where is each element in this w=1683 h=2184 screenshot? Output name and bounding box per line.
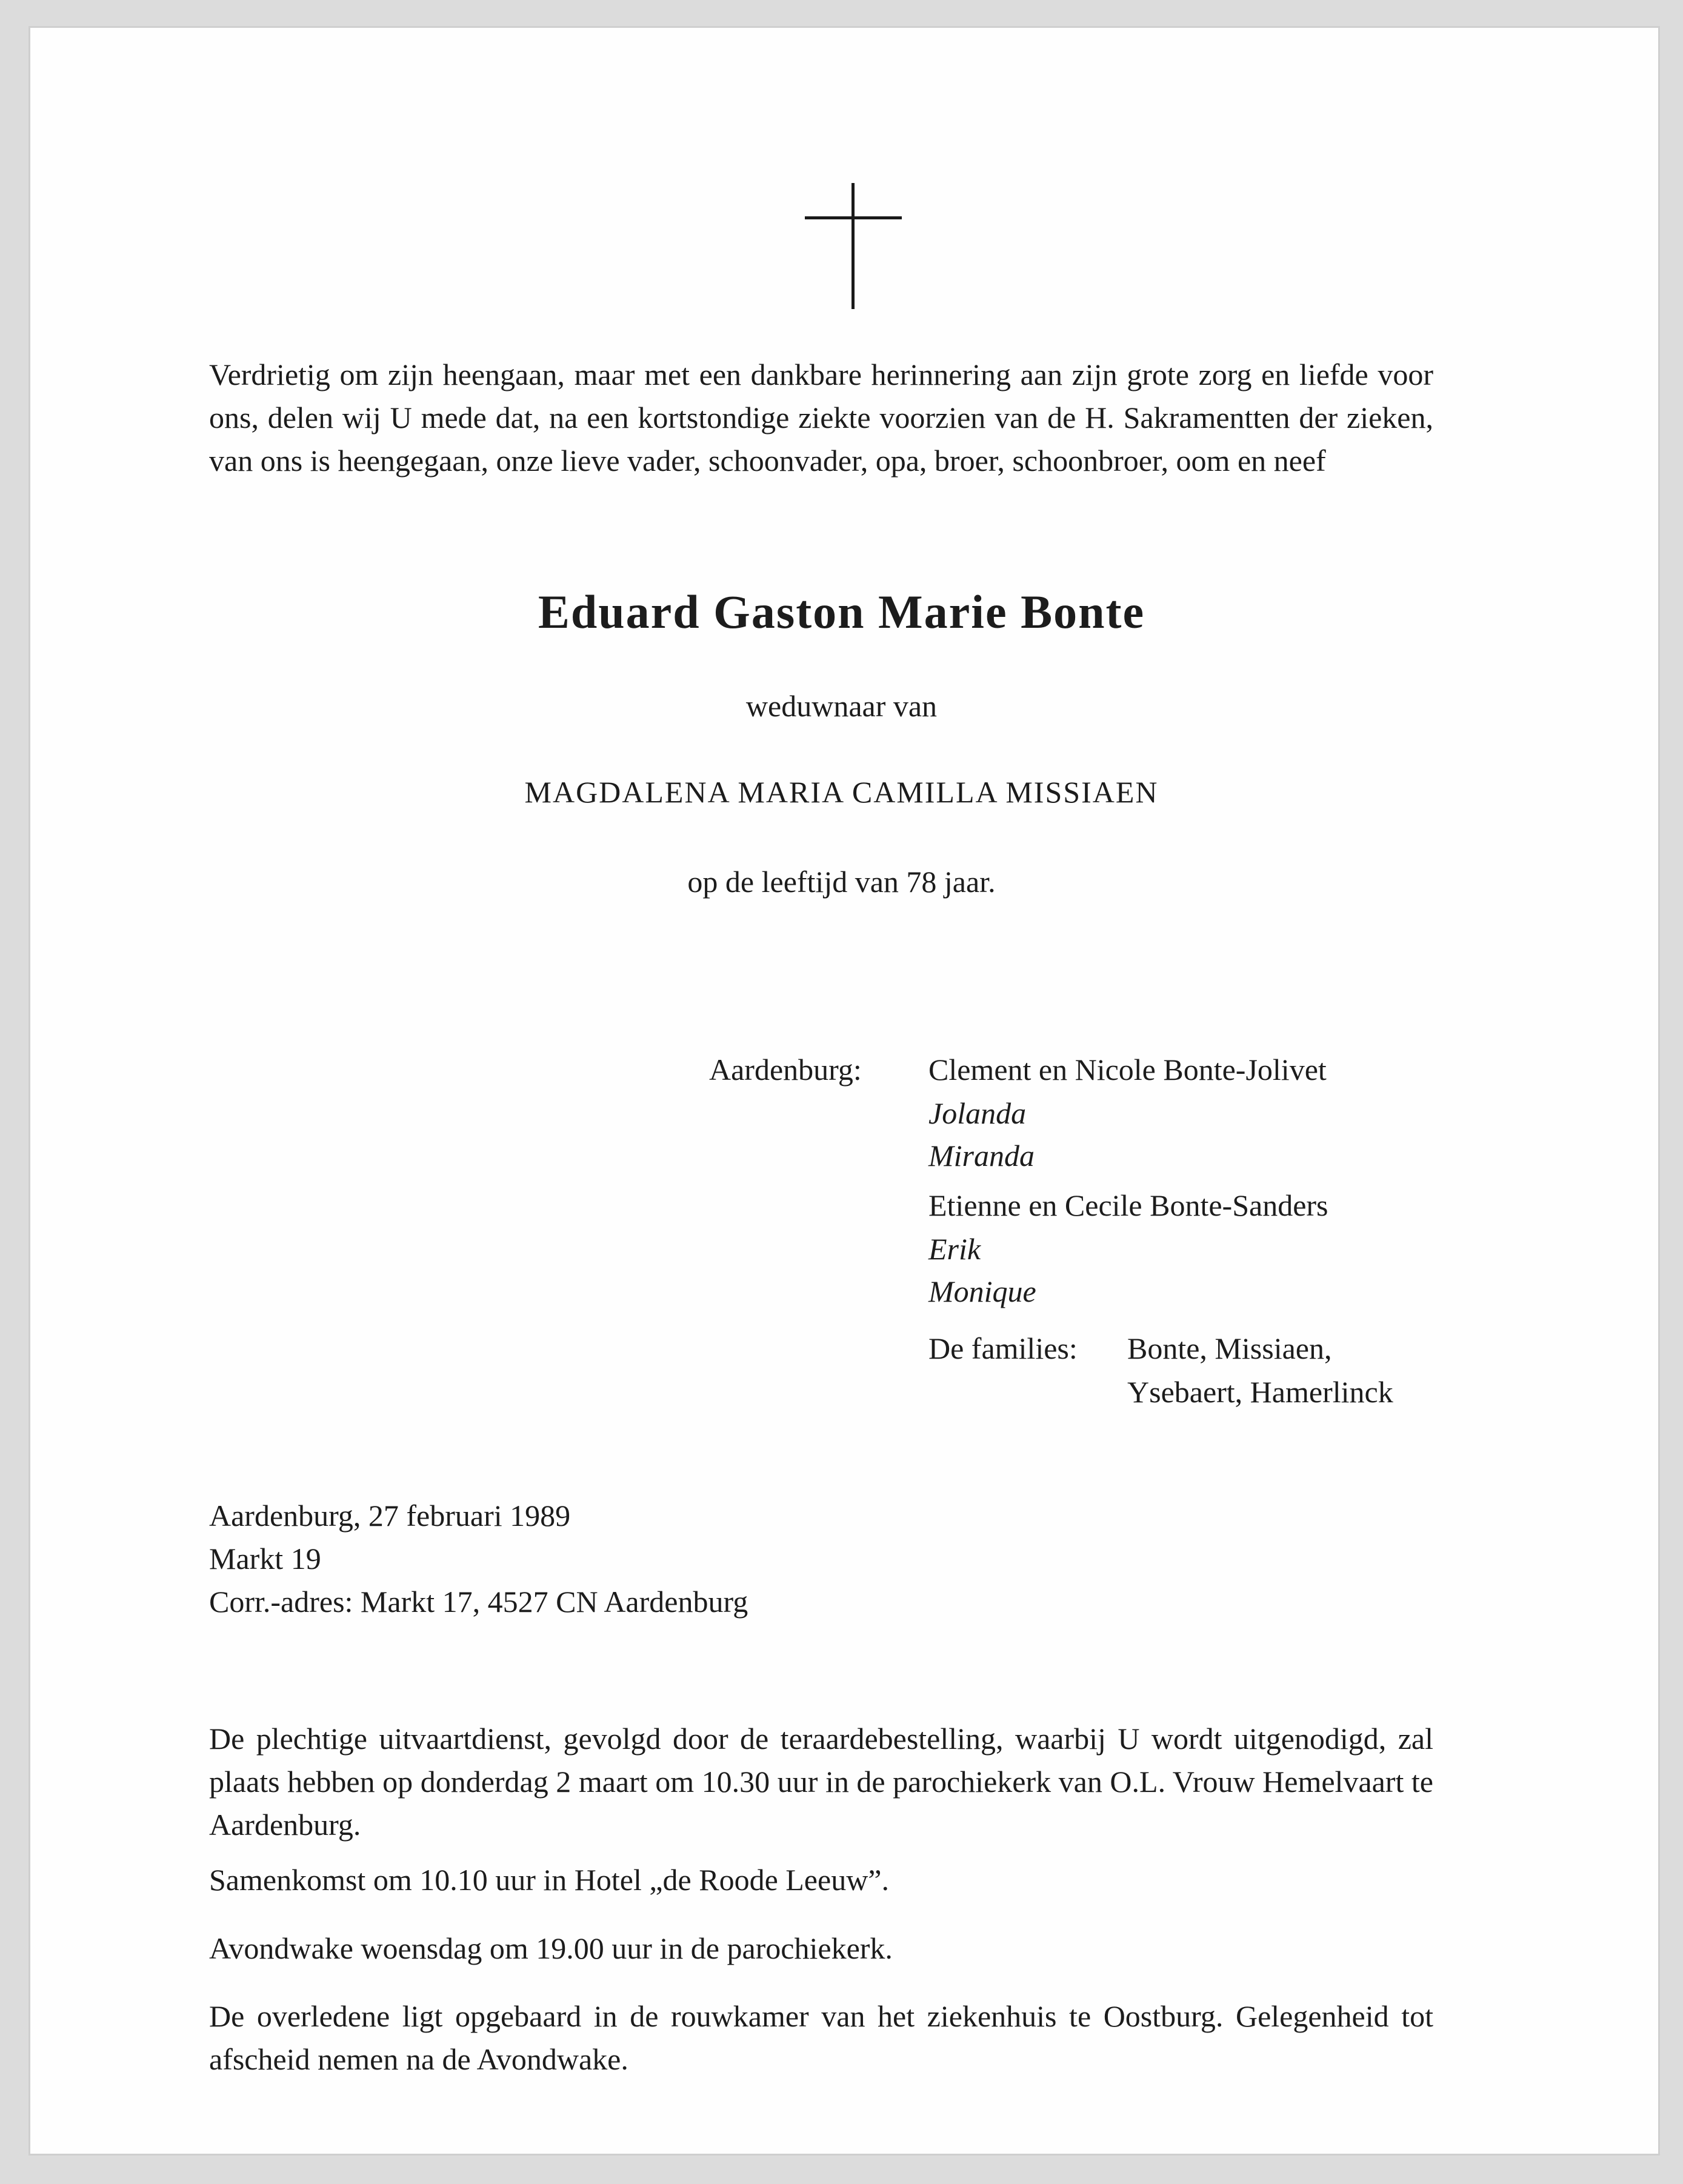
funeral-paragraph: De plechtige uitvaartdienst, gevolgd door de teraardebestelling, waarbij U wordt uitgenodigd, zal plaats hebben op donderdag 2 maart om 10.30 uur in de parochiekerk van O.L. Vrouw Hemelvaart te Aardenburg. (209, 1722, 1433, 1842)
widower-of: weduwnaar van (745, 689, 938, 723)
family1-child: Jolanda (928, 1096, 1027, 1130)
intro-paragraph: Verdrietig om zijn heengaan, maar met een dankbare herinnering aan zijn grote zorg en liefde voor ons, delen wij U mede dat, na een kortstondige ziekte voorzien van de H. Sakramentten der zieken, van ons is heengegaan, onze lieve vader, schoonvader, opa, broer, schoonbroer, oom en neef (209, 358, 1433, 478)
correspondence-address: Corr.-adres: Markt 17, 4527 CN Aardenburg (209, 1585, 748, 1619)
age-line: op de leeftijd van 78 jaar. (687, 865, 996, 899)
mourners-place: Aardenburg: (709, 1053, 862, 1087)
place-date: Aardenburg, 27 februari 1989 (209, 1499, 571, 1533)
address-block (209, 1494, 1179, 1623)
deceased-name: Eduard Gaston Marie Bonte (538, 585, 1145, 638)
family2-child: Erik (928, 1232, 981, 1266)
family1-parents: Clement en Nicole Bonte-Jolivet (928, 1053, 1327, 1087)
cross-icon (805, 183, 902, 309)
gathering-paragraph: Samenkomst om 10.10 uur in Hotel „de Roode Leeuw”. (209, 1863, 889, 1897)
families-label: De families: (928, 1331, 1078, 1365)
street-address: Markt 19 (209, 1542, 321, 1576)
family2-parents: Etienne en Cecile Bonte-Sanders (928, 1188, 1328, 1222)
families-line: Bonte, Missiaen, (1127, 1331, 1332, 1365)
family2-child: Monique (928, 1274, 1036, 1308)
vigil-paragraph: Avondwake woensdag om 19.00 uur in de parochiekerk. (209, 1931, 893, 1965)
spouse-name: MAGDALENA MARIA CAMILLA MISSIAEN (524, 775, 1159, 809)
viewing-paragraph: De overledene ligt opgebaard in de rouwkamer van het ziekenhuis te Oostburg. Gelegenheid tot afscheid nemen na de Avondwake. (209, 1999, 1433, 2076)
families-line: Ysebaert, Hamerlinck (1127, 1375, 1393, 1409)
family1-child: Miranda (928, 1139, 1035, 1173)
